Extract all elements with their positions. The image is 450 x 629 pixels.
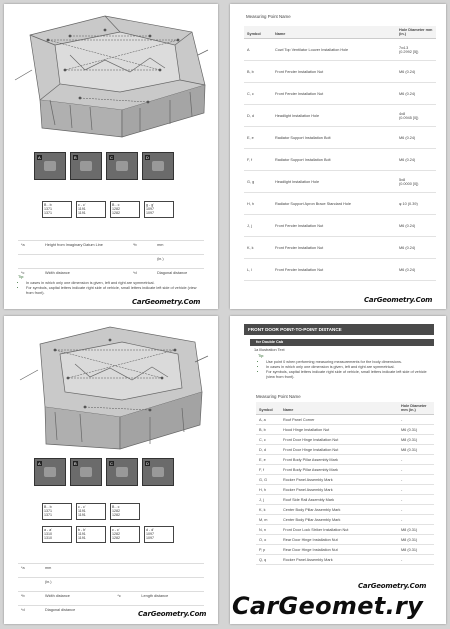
hole-cell: - xyxy=(398,465,434,475)
hole-cell: - xyxy=(398,555,434,565)
thumb-label: A xyxy=(38,461,41,466)
table-row xyxy=(256,435,434,445)
symbol-cell: H, h xyxy=(256,485,280,495)
hole-cell: - xyxy=(398,505,434,515)
page-front-body-diagram xyxy=(4,4,218,309)
legend-symbol xyxy=(114,564,138,578)
legend-symbol xyxy=(18,255,42,269)
table-row xyxy=(256,495,434,505)
legend-row xyxy=(18,241,204,255)
hole-value: (0.0000 [0]) xyxy=(399,181,419,186)
detail-photo xyxy=(34,458,66,486)
dimension-label-row xyxy=(42,201,174,218)
table-row xyxy=(256,535,434,545)
legend-text: Length distance xyxy=(138,592,204,606)
dimension-value: 1310 xyxy=(44,536,52,541)
dimension-label-row xyxy=(42,503,140,520)
name-cell: Rear Door Hinge Installation Nut xyxy=(280,545,398,555)
legend-text xyxy=(42,255,130,269)
hole-cell xyxy=(396,149,436,171)
hole-cell: - xyxy=(398,475,434,485)
detail-photo xyxy=(34,152,66,180)
hole-value: M6 (0.24) xyxy=(399,245,416,250)
table-row xyxy=(256,525,434,535)
symbol-cell: D, d xyxy=(244,105,272,127)
detail-photo xyxy=(106,152,138,180)
legend-text: Height from Imaginary Datum Line xyxy=(42,241,130,255)
legend-row xyxy=(18,592,204,606)
name-cell: Radiator Support Apron Brace Standard Hole xyxy=(272,193,396,215)
tip-title: Tip: xyxy=(18,275,25,279)
hole-cell xyxy=(396,259,436,281)
symbol-cell: Q, q xyxy=(256,555,280,565)
table-row xyxy=(244,39,436,61)
column-header: Hole Diameter mm (in.) xyxy=(398,402,434,415)
name-cell: Cowl Top Ventilator Louver Installation Hole xyxy=(272,39,396,61)
table-row xyxy=(244,83,436,105)
dimension-value: 1371 xyxy=(44,513,52,518)
column-header: Symbol xyxy=(256,402,280,415)
name-cell: Front Door Lock Striker Installation Nut xyxy=(280,525,398,535)
hole-value: 7x4.3 xyxy=(399,45,409,50)
legend-text: Width distance xyxy=(42,592,114,606)
hole-cell xyxy=(396,105,436,127)
table-row xyxy=(244,105,436,127)
legend-symbol: *d xyxy=(18,606,42,620)
legend-symbol xyxy=(114,578,138,592)
page-measuring-points xyxy=(230,4,446,309)
symbol-cell: J, j xyxy=(244,215,272,237)
front-body-diagram xyxy=(10,322,210,450)
hole-value: M6 (0.24) xyxy=(399,69,416,74)
thumb-label: D xyxy=(146,461,149,466)
illustration-note: 1a Illustration Text xyxy=(254,348,285,352)
symbol-cell: F, f xyxy=(244,149,272,171)
table-row xyxy=(256,415,434,425)
name-cell: Front Door Hinge Installation Nut xyxy=(280,445,398,455)
table-row xyxy=(244,127,436,149)
name-cell: Rocker Panel Assembly Mark xyxy=(280,475,398,485)
dimension-symbol: c - c' xyxy=(78,203,86,207)
dimension-symbol: B - b xyxy=(44,505,52,509)
symbol-cell: N, n xyxy=(256,525,280,535)
front-body-diagram xyxy=(10,10,210,138)
hole-value: M6 (0.24) xyxy=(399,223,416,228)
table-row xyxy=(256,505,434,515)
legend-symbol: *c xyxy=(18,269,42,283)
dimension-value: 1191 xyxy=(78,207,86,212)
hole-cell: - xyxy=(398,415,434,425)
dimension-symbol: B - c xyxy=(112,505,120,509)
legend-symbol: *c xyxy=(114,592,138,606)
symbol-cell: D, d xyxy=(256,445,280,455)
symbol-cell: C, c xyxy=(256,435,280,445)
dimension-symbol: c - c' xyxy=(112,528,120,532)
thumb-label: D xyxy=(146,155,149,160)
symbol-cell: O, o xyxy=(256,535,280,545)
dimension-value: 1191 xyxy=(78,513,86,518)
legend-symbol xyxy=(114,606,138,620)
thumb-label: B xyxy=(74,461,77,466)
watermark: CarGeometry.Com xyxy=(132,298,201,306)
hole-value: (0.2992 [5]) xyxy=(399,49,419,54)
legend-symbol: *d xyxy=(130,269,154,283)
detail-photo xyxy=(142,458,174,486)
legend-symbol: *a xyxy=(18,241,42,255)
hole-cell: - xyxy=(398,515,434,525)
dimension-value: 1310 xyxy=(44,532,52,537)
legend-symbol xyxy=(130,255,154,269)
dimension-value: 1282 xyxy=(112,532,120,537)
hole-cell xyxy=(396,83,436,105)
watermark: CarGeometry.Com xyxy=(364,296,433,304)
tip-item: • For symbols, capital letters indicate right side of vehicle, small letters indicate left side of vehicle (view from front). xyxy=(266,370,434,380)
hole-cell: M8 (0.31) xyxy=(398,545,434,555)
name-cell: Front Fender Installation Nut xyxy=(272,61,396,83)
detail-photo xyxy=(106,458,138,486)
detail-photo xyxy=(142,152,174,180)
table-row xyxy=(256,485,434,495)
hole-cell xyxy=(396,237,436,259)
dimension-symbol: B - c xyxy=(112,203,120,207)
hole-cell: M8 (0.31) xyxy=(398,525,434,535)
dimension-label-row xyxy=(42,526,174,543)
name-cell: Rocker Panel Assembly Mark xyxy=(280,555,398,565)
legend-text: (in.) xyxy=(154,255,204,269)
dimension-value: 1371 xyxy=(44,207,52,212)
legend-row xyxy=(18,255,204,269)
name-cell: Headlight Installation Hole xyxy=(272,105,396,127)
hole-cell: M6 (0.31) xyxy=(398,425,434,435)
symbol-cell: E, e xyxy=(256,455,280,465)
table-row xyxy=(256,475,434,485)
hole-cell: - xyxy=(398,485,434,495)
sub-section-header: for Double Cab xyxy=(250,339,434,346)
legend-symbol: *b xyxy=(18,592,42,606)
dimension-label xyxy=(42,526,72,543)
dimension-value: 1282 xyxy=(112,513,120,518)
dimension-label xyxy=(42,503,72,520)
measuring-point-table xyxy=(256,402,434,565)
tip-item: • Use point 0 when performing measuring measurements for the body dimensions. xyxy=(266,360,434,365)
thumb-label: C xyxy=(110,155,113,160)
dimension-label xyxy=(110,201,140,218)
hole-cell: M8 (0.31) xyxy=(398,435,434,445)
table-row xyxy=(244,193,436,215)
detail-thumbnails xyxy=(34,458,174,486)
dimension-label xyxy=(42,201,72,218)
symbol-cell: E, e xyxy=(244,127,272,149)
dimension-label xyxy=(110,526,140,543)
name-cell: Headlight Installation Hole xyxy=(272,171,396,193)
legend-text xyxy=(138,564,204,578)
hole-cell: - xyxy=(398,495,434,505)
hole-value: φ 10 (0.39) xyxy=(399,201,418,206)
thumb-label: C xyxy=(110,461,113,466)
thumb-label: B xyxy=(74,155,77,160)
column-header: Name xyxy=(272,26,396,39)
tip-box xyxy=(18,275,204,296)
name-cell: Front Body Pillar Assembly Mark xyxy=(280,455,398,465)
column-header: Symbol xyxy=(244,26,272,39)
legend-text: Diagonal distance xyxy=(154,269,204,283)
symbol-cell: L, l xyxy=(244,259,272,281)
table-row xyxy=(244,61,436,83)
legend-text: Width distance xyxy=(42,269,130,283)
dimension-value: 1371 xyxy=(44,509,52,514)
dimension-value: 1282 xyxy=(112,207,120,212)
table-row xyxy=(256,465,434,475)
dimension-value: 1191 xyxy=(78,509,86,514)
dimension-value: 1191 xyxy=(78,536,86,541)
symbol-cell: M, m xyxy=(256,515,280,525)
hole-cell xyxy=(396,61,436,83)
hole-cell xyxy=(396,39,436,61)
legend-text xyxy=(138,578,204,592)
dimension-label xyxy=(144,526,174,543)
dimension-value: 1097 xyxy=(146,211,154,216)
table-row xyxy=(256,425,434,435)
dimension-value: 1282 xyxy=(112,211,120,216)
detail-thumbnails xyxy=(34,152,174,180)
table-header-row xyxy=(244,26,436,39)
table-row xyxy=(244,237,436,259)
dimension-value: 1097 xyxy=(146,207,154,212)
section-title: Measuring Point Name xyxy=(246,14,291,19)
symbol-cell: B, b xyxy=(244,61,272,83)
name-cell: Rear Door Hinge Installation Nut xyxy=(280,535,398,545)
hole-value: (0.0945 [0]) xyxy=(399,115,419,120)
symbol-cell: A, a xyxy=(256,415,280,425)
legend-text: mm xyxy=(154,241,204,255)
symbol-cell: G, G xyxy=(256,475,280,485)
name-cell: Front Fender Installation Nut xyxy=(272,83,396,105)
detail-photo xyxy=(70,152,102,180)
table-row xyxy=(244,215,436,237)
dimension-label xyxy=(144,201,174,218)
symbol-cell: K, k xyxy=(244,237,272,259)
tip-title: Tip: xyxy=(258,354,265,358)
hole-cell xyxy=(396,215,436,237)
tip-item: • For symbols, capital letters indicate right side of vehicle, small letters indicate left side of vehicle (view from front). xyxy=(26,286,204,296)
tip-item: • In cases in which only one dimension is given, left and right are symmetrical. xyxy=(26,281,204,286)
hole-cell: - xyxy=(398,455,434,465)
name-cell: Roof Side Rail Assembly Mark xyxy=(280,495,398,505)
legend-row xyxy=(18,578,204,592)
table-row xyxy=(256,455,434,465)
detail-photo xyxy=(70,458,102,486)
dimension-symbol: g - g' xyxy=(146,203,154,207)
dimension-label xyxy=(76,503,106,520)
page-front-body-diagram-2 xyxy=(4,316,218,624)
symbol-cell: P, p xyxy=(256,545,280,555)
dimension-value: 1282 xyxy=(112,536,120,541)
watermark-large: CarGeomet.ry xyxy=(232,592,424,620)
column-header: Hole Diameter mm (in.) xyxy=(396,26,436,39)
thumb-label: A xyxy=(38,155,41,160)
hole-value: 5x8 xyxy=(399,177,406,182)
name-cell: Radiator Support Installation Bolt xyxy=(272,127,396,149)
dimension-value: 1097 xyxy=(146,532,154,537)
symbol-cell: A xyxy=(244,39,272,61)
dimension-label xyxy=(76,526,106,543)
hole-cell: M8 (0.31) xyxy=(398,445,434,455)
table-row xyxy=(244,149,436,171)
symbol-cell: G, g xyxy=(244,171,272,193)
name-cell: Rocker Panel Assembly Mark xyxy=(280,485,398,495)
legend-text: (in.) xyxy=(42,578,114,592)
legend-text: Diagonal distance xyxy=(42,606,114,620)
name-cell: Front Fender Installation Nut xyxy=(272,237,396,259)
hole-value: M6 (0.24) xyxy=(399,267,416,272)
legend-row xyxy=(18,564,204,578)
name-cell: Front Fender Installation Nut xyxy=(272,259,396,281)
dimension-symbol: B - b xyxy=(44,203,52,207)
dimension-label xyxy=(110,503,140,520)
symbol-cell: B, b xyxy=(256,425,280,435)
legend-symbol xyxy=(18,578,42,592)
symbol-cell: F, f xyxy=(256,465,280,475)
page-front-door-distance xyxy=(230,316,446,624)
dimension-symbol: d - d' xyxy=(146,528,154,532)
table-header-row xyxy=(256,402,434,415)
name-cell: Front Door Hinge Installation Nut xyxy=(280,435,398,445)
dimension-symbol: b - b' xyxy=(78,528,86,532)
name-cell: Radiator Support Installation Bolt xyxy=(272,149,396,171)
column-header: Name xyxy=(280,402,398,415)
table-row xyxy=(256,445,434,455)
dimension-value: 1191 xyxy=(78,532,86,537)
symbol-cell: C, c xyxy=(244,83,272,105)
tip-box xyxy=(258,354,434,380)
measuring-point-table xyxy=(244,26,436,281)
watermark: CarGeometry.Com xyxy=(138,610,207,618)
dimension-symbol: a - a' xyxy=(44,528,52,532)
hole-cell xyxy=(396,127,436,149)
name-cell: Roof Panel Corner xyxy=(280,415,398,425)
hole-cell: M8 (0.31) xyxy=(398,535,434,545)
dimension-value: 1097 xyxy=(146,536,154,541)
table-row xyxy=(256,555,434,565)
hole-value: M6 (0.24) xyxy=(399,157,416,162)
watermark: CarGeometry.Com xyxy=(358,582,427,590)
name-cell: Center Body Pillar Assembly Mark xyxy=(280,505,398,515)
dimension-value: 1191 xyxy=(78,211,86,216)
name-cell: Front Body Pillar Assembly Mark xyxy=(280,465,398,475)
hole-value: M6 (0.24) xyxy=(399,135,416,140)
symbol-cell: J, j xyxy=(256,495,280,505)
table-row xyxy=(256,515,434,525)
hole-value: 4x8 xyxy=(399,111,406,116)
tip-item: • In cases in which only one dimension is given, left and right are symmetrical. xyxy=(266,365,434,370)
name-cell: Front Fender Installation Nut xyxy=(272,215,396,237)
table-row xyxy=(256,545,434,555)
dimension-value: 1371 xyxy=(44,211,52,216)
dimension-label xyxy=(76,201,106,218)
legend-symbol: *b xyxy=(130,241,154,255)
hole-value: M6 (0.24) xyxy=(399,91,416,96)
name-cell: Center Body Pillar Assembly Mark xyxy=(280,515,398,525)
table-row xyxy=(244,171,436,193)
dimension-symbol: c - c' xyxy=(78,505,86,509)
name-cell: Hood Hinge Installation Nut xyxy=(280,425,398,435)
hole-cell xyxy=(396,171,436,193)
section-title: Measuring Point Name xyxy=(256,394,301,399)
symbol-cell: K, k xyxy=(256,505,280,515)
section-header: FRONT DOOR POINT-TO-POINT DISTANCE xyxy=(244,324,434,335)
legend-text: mm xyxy=(42,564,114,578)
legend-symbol: *a xyxy=(18,564,42,578)
table-row xyxy=(244,259,436,281)
symbol-cell: H, h xyxy=(244,193,272,215)
hole-cell xyxy=(396,193,436,215)
dimension-value: 1282 xyxy=(112,509,120,514)
